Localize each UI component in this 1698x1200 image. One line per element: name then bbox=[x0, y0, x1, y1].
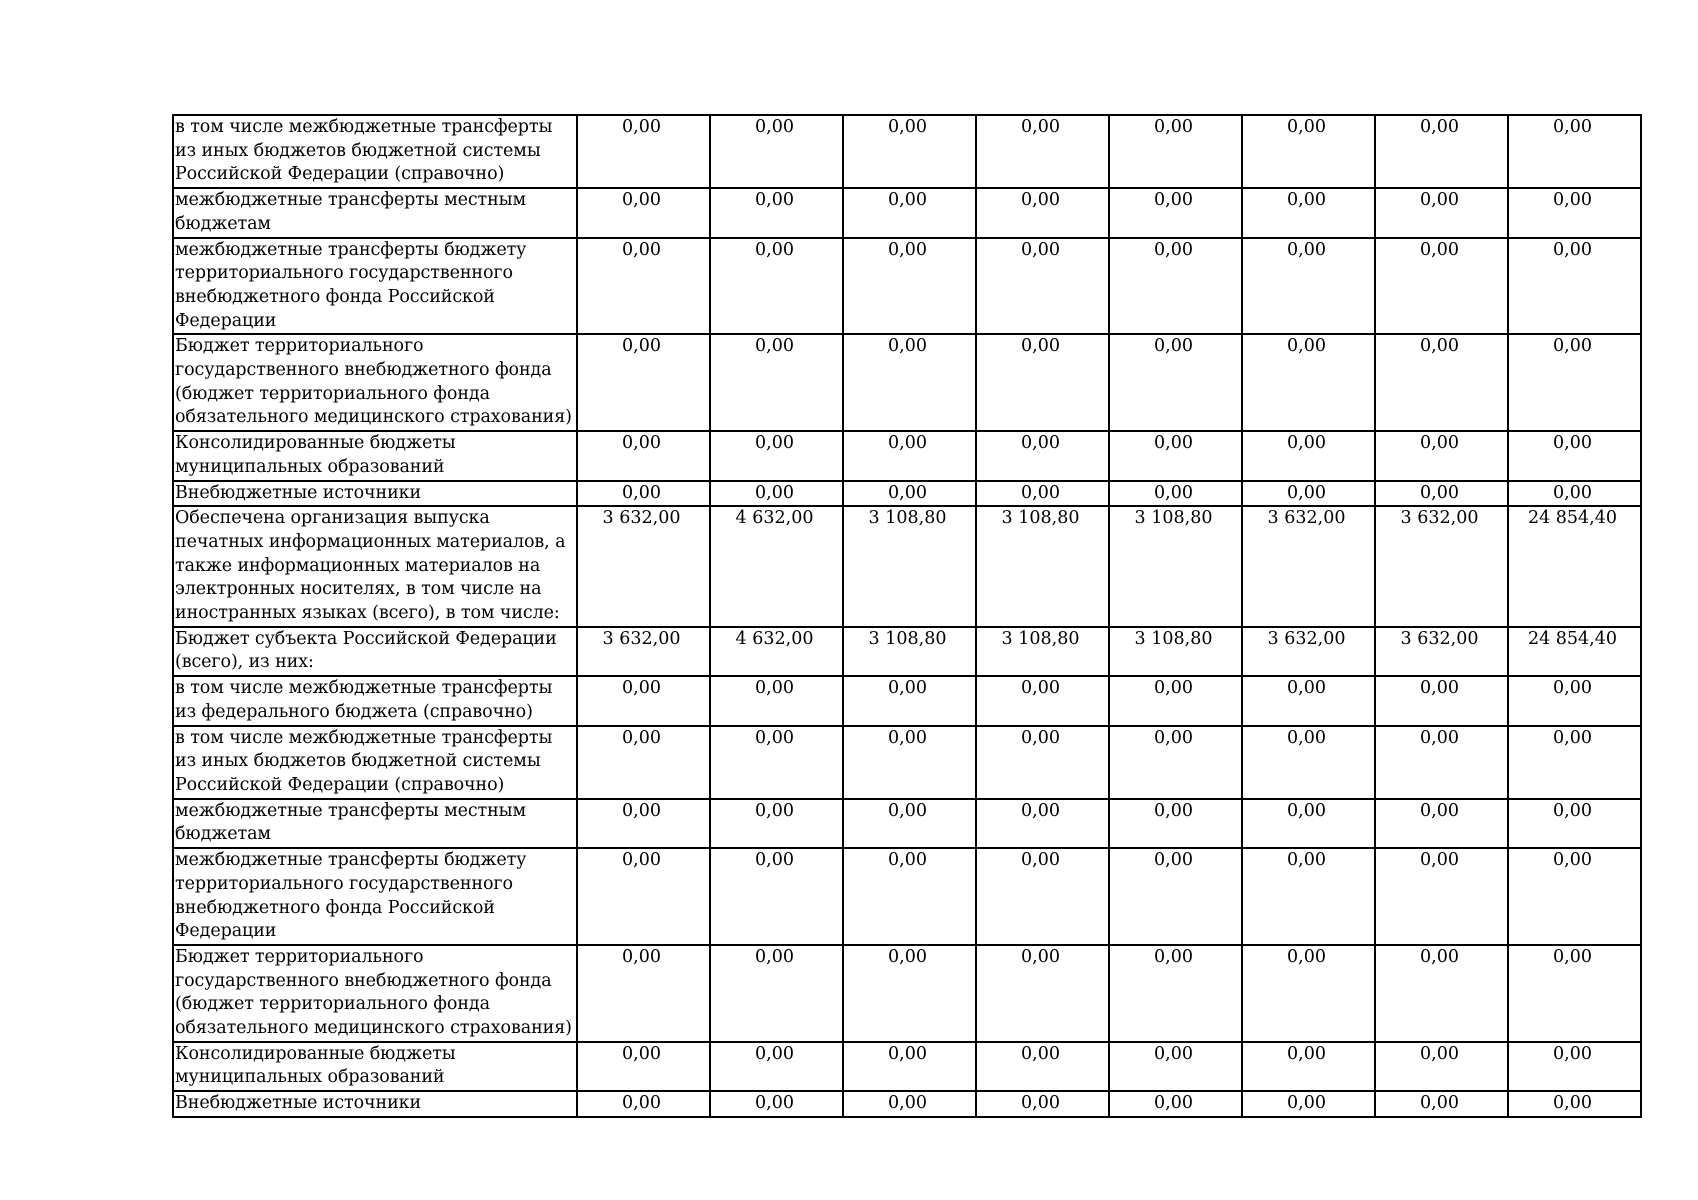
value-cell-text: 3 632,00 bbox=[1267, 628, 1346, 649]
total-cell bbox=[1508, 431, 1641, 480]
value-cell-text: 0,00 bbox=[1287, 946, 1326, 967]
value-cell bbox=[1109, 431, 1242, 480]
value-cell-text: 3 632,00 bbox=[1267, 508, 1346, 529]
value-cell-text: 0,00 bbox=[755, 946, 794, 967]
value-cell-text: 0,00 bbox=[1287, 336, 1326, 357]
total-cell bbox=[1508, 188, 1641, 237]
value-cell-text: 0,00 bbox=[888, 117, 927, 137]
value-cell bbox=[976, 799, 1109, 848]
row-label: межбюджетные трансферты местным бюджетам bbox=[173, 188, 577, 237]
value-cell bbox=[1109, 945, 1242, 1042]
value-cell-text: 0,00 bbox=[755, 850, 794, 871]
value-cell-text: 0,00 bbox=[1154, 946, 1193, 967]
value-cell bbox=[577, 1091, 710, 1117]
total-cell bbox=[1508, 676, 1641, 725]
value-cell-text: 0,00 bbox=[1021, 336, 1060, 357]
value-cell bbox=[577, 188, 710, 237]
value-cell bbox=[710, 848, 843, 945]
value-cell bbox=[1375, 115, 1508, 188]
value-cell-text: 3 632,00 bbox=[1400, 508, 1479, 529]
value-cell bbox=[1375, 238, 1508, 335]
value-cell-text: 0,00 bbox=[1287, 433, 1326, 454]
value-cell-text: 0,00 bbox=[755, 239, 794, 260]
total-cell-text: 0,00 bbox=[1553, 117, 1592, 137]
value-cell bbox=[1242, 945, 1375, 1042]
value-cell bbox=[710, 506, 843, 627]
value-cell bbox=[710, 481, 843, 507]
total-cell-text: 24 854,40 bbox=[1527, 508, 1618, 529]
value-cell bbox=[710, 115, 843, 188]
table-row bbox=[173, 188, 1641, 237]
budget-table bbox=[172, 114, 1642, 1118]
value-cell bbox=[1242, 627, 1375, 676]
value-cell bbox=[976, 1042, 1109, 1091]
value-cell-text: 0,00 bbox=[622, 482, 661, 503]
value-cell bbox=[843, 627, 976, 676]
total-cell-text: 0,00 bbox=[1553, 678, 1592, 699]
table-row bbox=[173, 726, 1641, 799]
value-cell-text: 0,00 bbox=[1154, 1043, 1193, 1064]
value-cell bbox=[710, 334, 843, 431]
value-cell-text: 0,00 bbox=[622, 678, 661, 699]
total-cell bbox=[1508, 799, 1641, 848]
value-cell bbox=[843, 676, 976, 725]
row-label: Бюджет территориального государственного внебюджетного фонда (бюджет территориального фонда обязательного медицинского страхования) bbox=[173, 945, 577, 1042]
budget-table-body bbox=[173, 115, 1641, 1117]
value-cell-text: 0,00 bbox=[1154, 336, 1193, 357]
value-cell-text: 0,00 bbox=[1420, 800, 1459, 821]
value-cell-text: 0,00 bbox=[1420, 946, 1459, 967]
value-cell-text: 0,00 bbox=[1154, 800, 1193, 821]
value-cell-text: 0,00 bbox=[1420, 482, 1459, 503]
value-cell bbox=[843, 481, 976, 507]
table-row bbox=[173, 1091, 1641, 1117]
value-cell-text: 0,00 bbox=[622, 190, 661, 211]
total-cell bbox=[1508, 848, 1641, 945]
value-cell-text: 0,00 bbox=[888, 239, 927, 260]
value-cell bbox=[577, 115, 710, 188]
value-cell bbox=[1109, 238, 1242, 335]
value-cell-text: 0,00 bbox=[1420, 190, 1459, 211]
total-cell bbox=[1508, 481, 1641, 507]
value-cell bbox=[710, 1042, 843, 1091]
value-cell-text: 0,00 bbox=[1021, 1093, 1060, 1114]
table-row bbox=[173, 848, 1641, 945]
value-cell bbox=[577, 848, 710, 945]
value-cell-text: 0,00 bbox=[1154, 850, 1193, 871]
value-cell bbox=[843, 238, 976, 335]
table-row bbox=[173, 627, 1641, 676]
value-cell bbox=[710, 799, 843, 848]
value-cell-text: 0,00 bbox=[1021, 946, 1060, 967]
value-cell-text: 0,00 bbox=[622, 117, 661, 137]
value-cell bbox=[1109, 799, 1242, 848]
value-cell bbox=[976, 726, 1109, 799]
value-cell bbox=[577, 506, 710, 627]
value-cell bbox=[976, 188, 1109, 237]
value-cell-text: 0,00 bbox=[1287, 1093, 1326, 1114]
row-label: межбюджетные трансферты местным бюджетам bbox=[173, 799, 577, 848]
total-cell-text: 0,00 bbox=[1553, 727, 1592, 748]
value-cell bbox=[710, 1091, 843, 1117]
value-cell-text: 0,00 bbox=[888, 433, 927, 454]
value-cell-text: 0,00 bbox=[1420, 239, 1459, 260]
row-label: межбюджетные трансферты бюджету территориального государственного внебюджетного фонда Российской Федерации bbox=[173, 848, 577, 945]
value-cell bbox=[1109, 676, 1242, 725]
value-cell bbox=[1375, 188, 1508, 237]
value-cell bbox=[577, 431, 710, 480]
value-cell-text: 0,00 bbox=[888, 727, 927, 748]
value-cell-text: 0,00 bbox=[888, 1093, 927, 1114]
total-cell-text: 0,00 bbox=[1553, 433, 1592, 454]
row-label: в том числе межбюджетные трансферты из иных бюджетов бюджетной системы Российской Федерации (справочно) bbox=[173, 726, 577, 799]
value-cell bbox=[1242, 115, 1375, 188]
row-label: в том числе межбюджетные трансферты из иных бюджетов бюджетной системы Российской Федерации (справочно) bbox=[173, 115, 577, 188]
value-cell bbox=[1109, 115, 1242, 188]
total-cell bbox=[1508, 334, 1641, 431]
value-cell-text: 0,00 bbox=[622, 1043, 661, 1064]
value-cell bbox=[1109, 506, 1242, 627]
value-cell-text: 0,00 bbox=[1420, 1043, 1459, 1064]
table-row bbox=[173, 1042, 1641, 1091]
value-cell bbox=[1375, 627, 1508, 676]
total-cell-text: 0,00 bbox=[1553, 946, 1592, 967]
value-cell-text: 0,00 bbox=[888, 336, 927, 357]
value-cell bbox=[1109, 627, 1242, 676]
value-cell bbox=[577, 799, 710, 848]
value-cell bbox=[843, 431, 976, 480]
value-cell bbox=[710, 945, 843, 1042]
value-cell bbox=[1375, 1091, 1508, 1117]
row-label: межбюджетные трансферты бюджету территориального государственного внебюджетного фонда Российской Федерации bbox=[173, 238, 577, 335]
value-cell-text: 0,00 bbox=[888, 482, 927, 503]
value-cell-text: 0,00 bbox=[1420, 336, 1459, 357]
value-cell-text: 0,00 bbox=[1287, 678, 1326, 699]
value-cell bbox=[1375, 431, 1508, 480]
value-cell-text: 0,00 bbox=[1420, 433, 1459, 454]
table-row bbox=[173, 799, 1641, 848]
value-cell-text: 0,00 bbox=[622, 1093, 661, 1114]
value-cell bbox=[976, 238, 1109, 335]
value-cell bbox=[1375, 726, 1508, 799]
value-cell-text: 0,00 bbox=[755, 678, 794, 699]
value-cell bbox=[976, 115, 1109, 188]
value-cell bbox=[710, 238, 843, 335]
value-cell-text: 0,00 bbox=[1021, 678, 1060, 699]
value-cell bbox=[710, 676, 843, 725]
total-cell-text: 0,00 bbox=[1553, 239, 1592, 260]
value-cell bbox=[976, 431, 1109, 480]
value-cell bbox=[1242, 676, 1375, 725]
total-cell bbox=[1508, 238, 1641, 335]
value-cell-text: 0,00 bbox=[888, 678, 927, 699]
value-cell bbox=[976, 945, 1109, 1042]
value-cell-text: 0,00 bbox=[888, 190, 927, 211]
value-cell bbox=[843, 188, 976, 237]
value-cell-text: 0,00 bbox=[1420, 1093, 1459, 1114]
value-cell bbox=[1375, 481, 1508, 507]
value-cell-text: 3 108,80 bbox=[1134, 628, 1213, 649]
value-cell bbox=[710, 627, 843, 676]
value-cell bbox=[1242, 1042, 1375, 1091]
value-cell-text: 0,00 bbox=[622, 336, 661, 357]
value-cell-text: 0,00 bbox=[1420, 678, 1459, 699]
value-cell-text: 0,00 bbox=[1021, 727, 1060, 748]
value-cell-text: 0,00 bbox=[1420, 850, 1459, 871]
value-cell-text: 0,00 bbox=[1154, 1093, 1193, 1114]
value-cell-text: 0,00 bbox=[1287, 239, 1326, 260]
value-cell bbox=[1242, 848, 1375, 945]
total-cell-text: 0,00 bbox=[1553, 1043, 1592, 1064]
value-cell bbox=[1109, 848, 1242, 945]
value-cell-text: 3 632,00 bbox=[602, 508, 681, 529]
value-cell-text: 3 632,00 bbox=[602, 628, 681, 649]
value-cell bbox=[1242, 238, 1375, 335]
value-cell-text: 0,00 bbox=[622, 800, 661, 821]
value-cell bbox=[1375, 334, 1508, 431]
value-cell-text: 0,00 bbox=[755, 433, 794, 454]
value-cell-text: 0,00 bbox=[755, 1093, 794, 1114]
value-cell-text: 0,00 bbox=[1021, 433, 1060, 454]
value-cell-text: 4 632,00 bbox=[735, 508, 814, 529]
value-cell bbox=[1242, 334, 1375, 431]
value-cell bbox=[843, 506, 976, 627]
total-cell-text: 0,00 bbox=[1553, 336, 1592, 357]
value-cell bbox=[1242, 726, 1375, 799]
table-row bbox=[173, 238, 1641, 335]
value-cell bbox=[577, 334, 710, 431]
row-label: Консолидированные бюджеты муниципальных образований bbox=[173, 431, 577, 480]
value-cell bbox=[1375, 799, 1508, 848]
value-cell bbox=[976, 676, 1109, 725]
total-cell bbox=[1508, 1042, 1641, 1091]
value-cell-text: 0,00 bbox=[755, 190, 794, 211]
value-cell bbox=[976, 481, 1109, 507]
value-cell-text: 0,00 bbox=[755, 336, 794, 357]
value-cell bbox=[1242, 1091, 1375, 1117]
value-cell bbox=[1242, 506, 1375, 627]
value-cell-text: 0,00 bbox=[1154, 117, 1193, 137]
value-cell bbox=[1375, 506, 1508, 627]
value-cell-text: 0,00 bbox=[755, 1043, 794, 1064]
table-row bbox=[173, 481, 1641, 507]
value-cell bbox=[577, 481, 710, 507]
value-cell-text: 0,00 bbox=[622, 850, 661, 871]
value-cell-text: 0,00 bbox=[1287, 117, 1326, 137]
value-cell-text: 3 108,80 bbox=[868, 508, 947, 529]
value-cell-text: 0,00 bbox=[1420, 727, 1459, 748]
value-cell bbox=[843, 726, 976, 799]
value-cell-text: 0,00 bbox=[1021, 190, 1060, 211]
value-cell-text: 0,00 bbox=[1287, 727, 1326, 748]
value-cell bbox=[710, 726, 843, 799]
value-cell bbox=[976, 334, 1109, 431]
value-cell-text: 0,00 bbox=[1154, 482, 1193, 503]
total-cell-text: 24 854,40 bbox=[1527, 628, 1618, 649]
row-label: Внебюджетные источники bbox=[173, 481, 577, 507]
value-cell bbox=[1109, 188, 1242, 237]
table-row bbox=[173, 945, 1641, 1042]
value-cell bbox=[976, 506, 1109, 627]
value-cell-text: 0,00 bbox=[622, 239, 661, 260]
value-cell bbox=[577, 627, 710, 676]
total-cell bbox=[1508, 726, 1641, 799]
table-row bbox=[173, 115, 1641, 188]
value-cell bbox=[1109, 1042, 1242, 1091]
value-cell bbox=[1109, 334, 1242, 431]
value-cell-text: 0,00 bbox=[1287, 482, 1326, 503]
value-cell-text: 0,00 bbox=[622, 433, 661, 454]
value-cell-text: 3 108,80 bbox=[868, 628, 947, 649]
value-cell bbox=[1242, 431, 1375, 480]
value-cell-text: 3 108,80 bbox=[1001, 508, 1080, 529]
table-row bbox=[173, 431, 1641, 480]
value-cell-text: 0,00 bbox=[1154, 678, 1193, 699]
value-cell-text: 0,00 bbox=[888, 1043, 927, 1064]
total-cell-text: 0,00 bbox=[1553, 190, 1592, 211]
value-cell bbox=[843, 1091, 976, 1117]
value-cell-text: 0,00 bbox=[1021, 239, 1060, 260]
value-cell bbox=[1109, 481, 1242, 507]
total-cell-text: 0,00 bbox=[1553, 482, 1592, 503]
value-cell bbox=[710, 431, 843, 480]
value-cell bbox=[1242, 188, 1375, 237]
value-cell-text: 3 108,80 bbox=[1134, 508, 1213, 529]
total-cell-text: 0,00 bbox=[1553, 1093, 1592, 1114]
value-cell-text: 0,00 bbox=[1021, 482, 1060, 503]
value-cell bbox=[1109, 1091, 1242, 1117]
value-cell-text: 3 632,00 bbox=[1400, 628, 1479, 649]
value-cell bbox=[843, 1042, 976, 1091]
row-label: Бюджет субъекта Российской Федерации (всего), из них: bbox=[173, 627, 577, 676]
value-cell-text: 0,00 bbox=[622, 946, 661, 967]
value-cell-text: 0,00 bbox=[755, 117, 794, 137]
value-cell bbox=[1375, 945, 1508, 1042]
value-cell-text: 0,00 bbox=[622, 727, 661, 748]
table-row bbox=[173, 334, 1641, 431]
value-cell-text: 0,00 bbox=[1154, 239, 1193, 260]
total-cell bbox=[1508, 1091, 1641, 1117]
value-cell-text: 0,00 bbox=[755, 727, 794, 748]
value-cell-text: 0,00 bbox=[1287, 800, 1326, 821]
total-cell-text: 0,00 bbox=[1553, 800, 1592, 821]
value-cell-text: 3 108,80 bbox=[1001, 628, 1080, 649]
value-cell-text: 0,00 bbox=[1021, 800, 1060, 821]
value-cell bbox=[577, 238, 710, 335]
table-row bbox=[173, 506, 1641, 627]
row-label: в том числе межбюджетные трансферты из федерального бюджета (справочно) bbox=[173, 676, 577, 725]
value-cell bbox=[1242, 481, 1375, 507]
value-cell bbox=[843, 334, 976, 431]
value-cell bbox=[710, 188, 843, 237]
value-cell-text: 0,00 bbox=[888, 946, 927, 967]
value-cell-text: 0,00 bbox=[1021, 1043, 1060, 1064]
value-cell-text: 0,00 bbox=[1154, 727, 1193, 748]
value-cell-text: 0,00 bbox=[1021, 117, 1060, 137]
value-cell-text: 0,00 bbox=[1420, 117, 1459, 137]
table-row bbox=[173, 676, 1641, 725]
value-cell bbox=[1109, 726, 1242, 799]
value-cell bbox=[577, 726, 710, 799]
value-cell-text: 0,00 bbox=[755, 482, 794, 503]
value-cell-text: 0,00 bbox=[888, 800, 927, 821]
value-cell-text: 0,00 bbox=[1154, 433, 1193, 454]
value-cell-text: 4 632,00 bbox=[735, 628, 814, 649]
total-cell bbox=[1508, 627, 1641, 676]
value-cell bbox=[1375, 676, 1508, 725]
value-cell-text: 0,00 bbox=[1287, 850, 1326, 871]
row-label: Консолидированные бюджеты муниципальных образований bbox=[173, 1042, 577, 1091]
value-cell-text: 0,00 bbox=[1154, 190, 1193, 211]
value-cell-text: 0,00 bbox=[888, 850, 927, 871]
value-cell bbox=[843, 799, 976, 848]
total-cell-text: 0,00 bbox=[1553, 850, 1592, 871]
value-cell bbox=[577, 945, 710, 1042]
row-label: Внебюджетные источники bbox=[173, 1091, 577, 1117]
row-label: Бюджет территориального государственного внебюджетного фонда (бюджет территориального фонда обязательного медицинского страхования) bbox=[173, 334, 577, 431]
value-cell bbox=[577, 1042, 710, 1091]
value-cell-text: 0,00 bbox=[1287, 1043, 1326, 1064]
value-cell bbox=[843, 945, 976, 1042]
value-cell bbox=[843, 115, 976, 188]
total-cell bbox=[1508, 115, 1641, 188]
total-cell bbox=[1508, 945, 1641, 1042]
value-cell bbox=[976, 848, 1109, 945]
value-cell bbox=[976, 1091, 1109, 1117]
value-cell bbox=[843, 848, 976, 945]
value-cell bbox=[1242, 799, 1375, 848]
total-cell bbox=[1508, 506, 1641, 627]
value-cell bbox=[577, 676, 710, 725]
value-cell bbox=[1375, 1042, 1508, 1091]
value-cell-text: 0,00 bbox=[755, 800, 794, 821]
row-label: Обеспечена организация выпуска печатных информационных материалов, а также информационных материалов на электронных носителях, в том числе на иностранных языках (всего), в том числе: bbox=[173, 506, 577, 627]
value-cell-text: 0,00 bbox=[1287, 190, 1326, 211]
value-cell-text: 0,00 bbox=[1021, 850, 1060, 871]
value-cell bbox=[976, 627, 1109, 676]
value-cell bbox=[1375, 848, 1508, 945]
